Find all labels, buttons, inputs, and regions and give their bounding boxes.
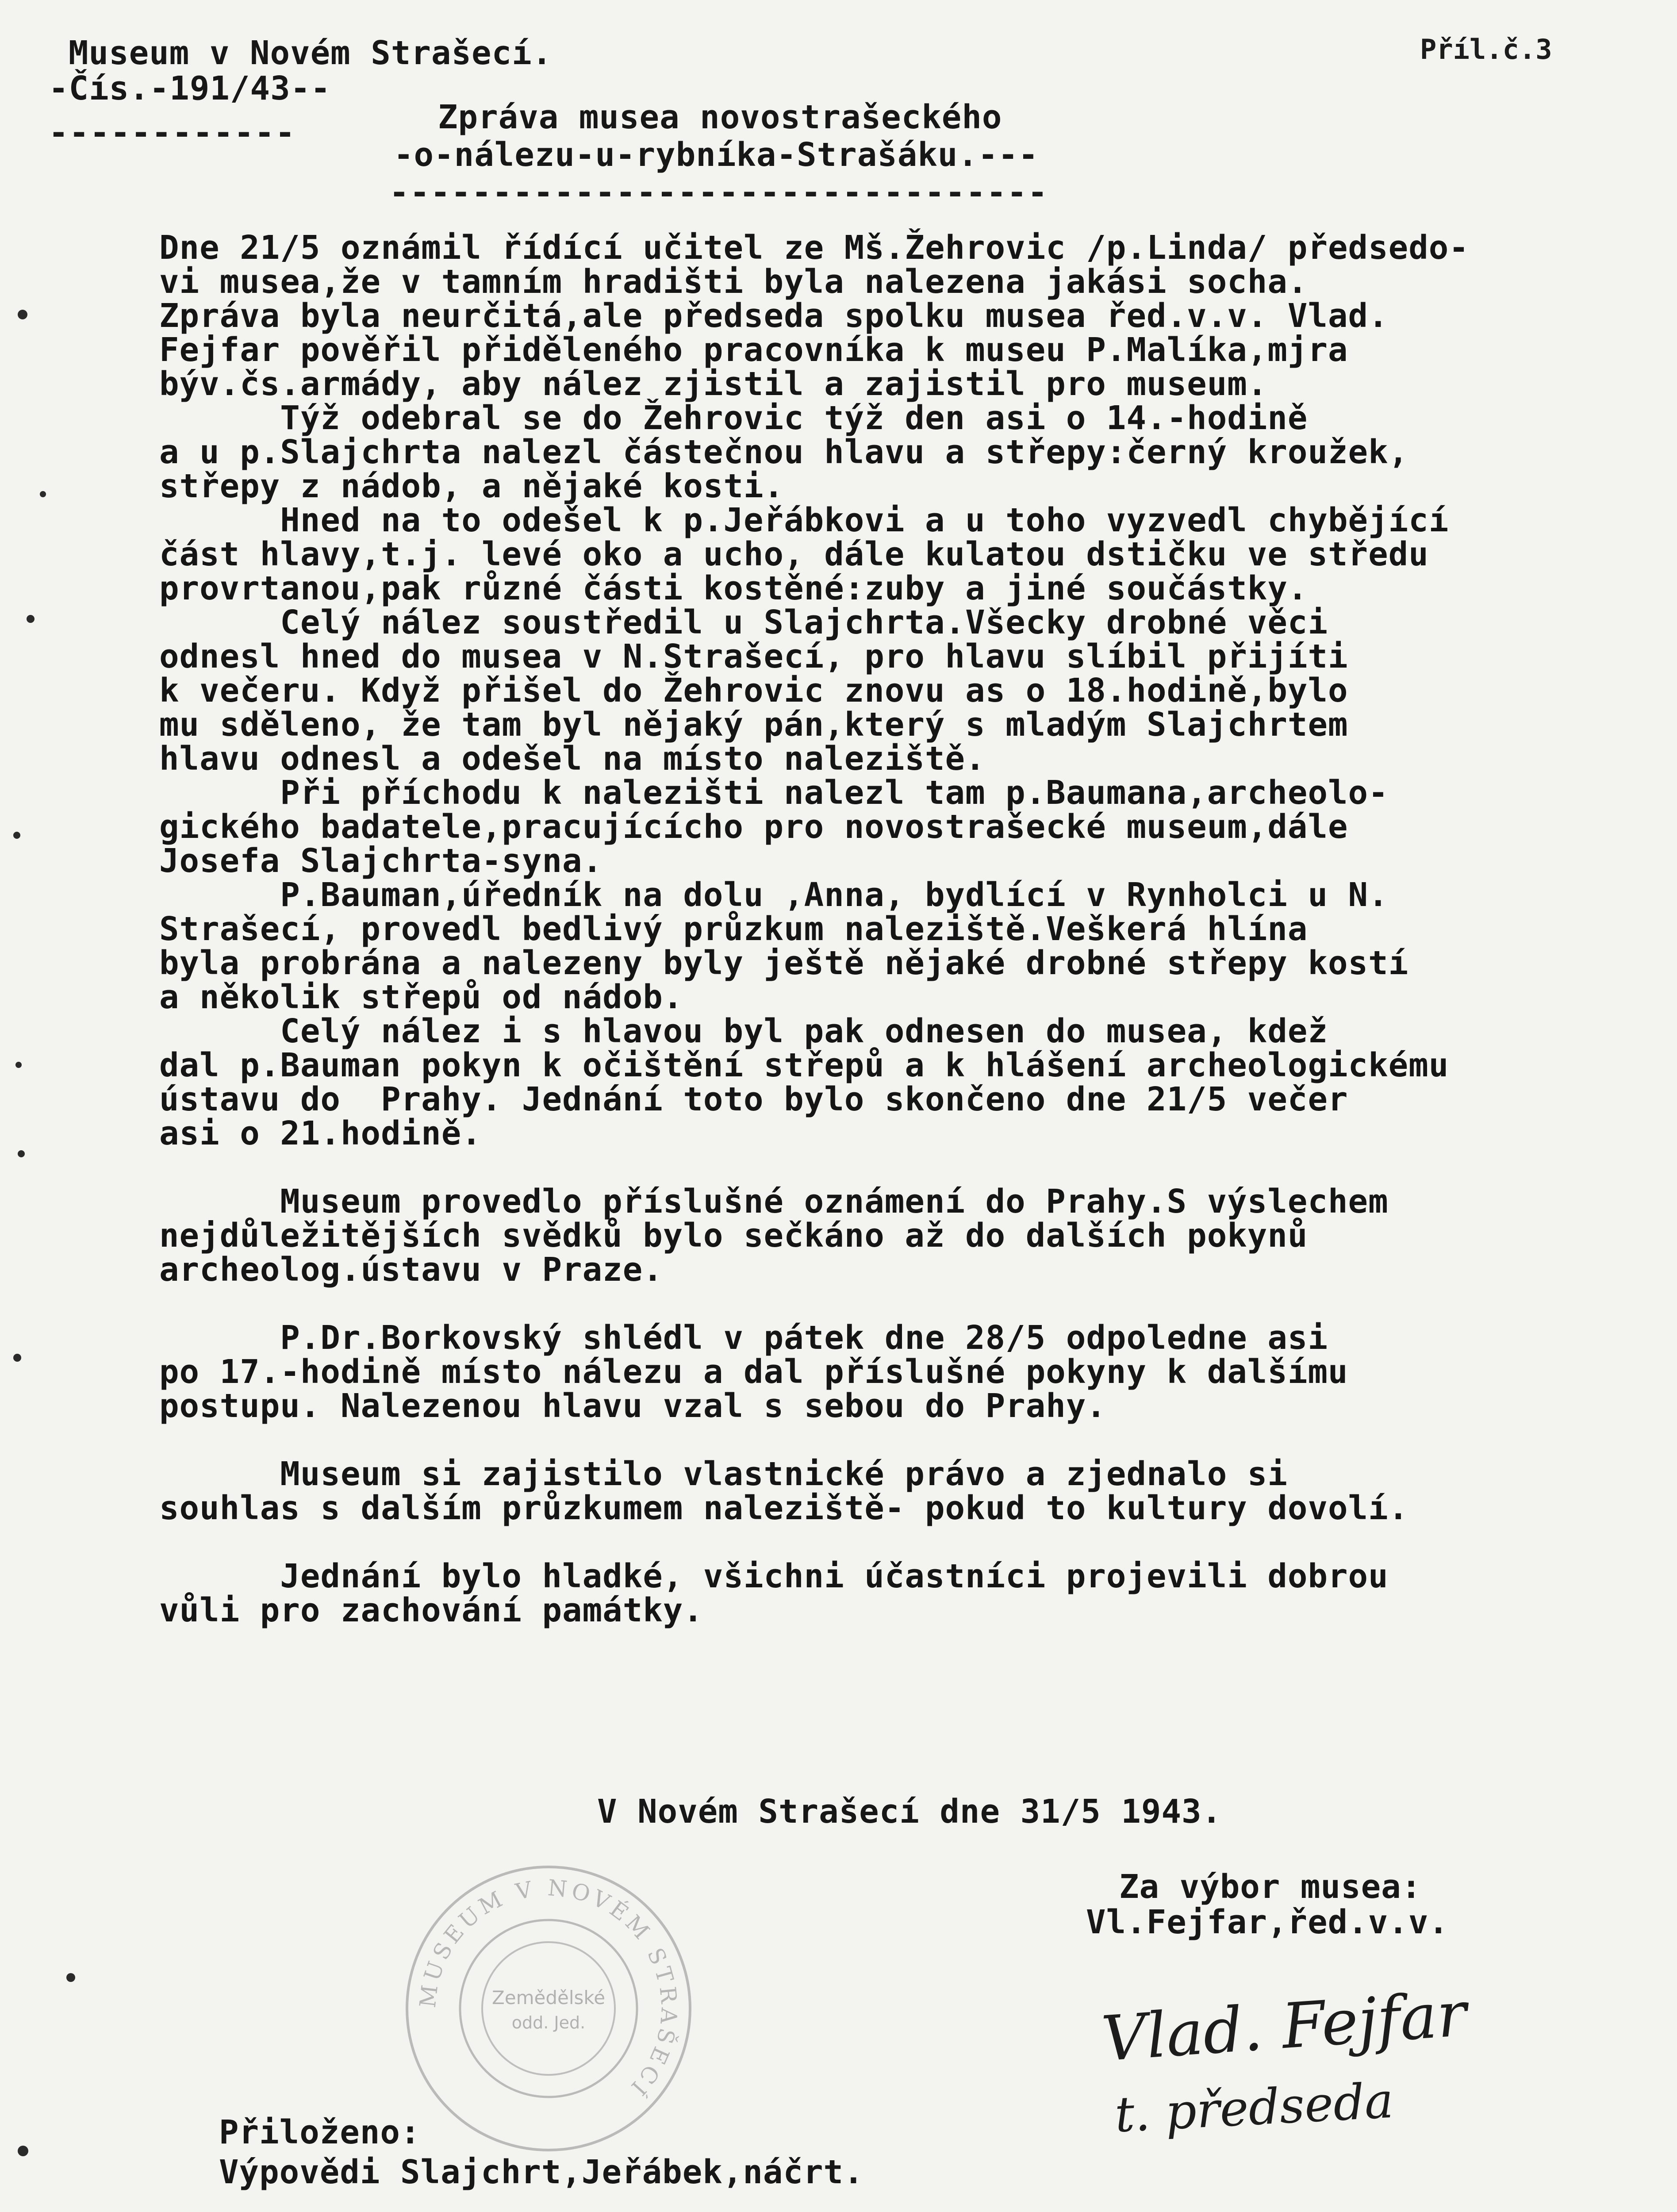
body-text-line: Josefa Slajchrta-syna. xyxy=(159,842,603,880)
stamp-inner-line-2: odd. Jed. xyxy=(511,2013,586,2032)
body-text-line: P.Dr.Borkovský shlédl v pátek dne 28/5 odpoledne asi xyxy=(159,1319,1328,1357)
scan-speck xyxy=(13,832,20,839)
body-text-line: ústavu do Prahy. Jednání toto bylo skončeno dne 21/5 večer xyxy=(159,1080,1348,1118)
stamp-outer-text: MUSEUM V NOVÉM STRAŠECÍ xyxy=(414,1874,682,2103)
scan-speck xyxy=(15,1062,22,1068)
body-text-line: po 17.-hodině místo nálezu a dal příslušné pokyny k dalšímu xyxy=(159,1353,1348,1391)
body-text-line: část hlavy,t.j. levé oko a ucho, dále kulatou dstičku ve středu xyxy=(159,535,1429,573)
body-text-line: Dne 21/5 oznámil řídící učitel ze Mš.Žehrovic /p.Linda/ předsedo- xyxy=(159,229,1469,267)
stamp-inner-line-1: Zemědělské xyxy=(491,1987,606,2008)
body-text-line: Museum provedlo příslušné oznámení do Prahy.S výslechem xyxy=(159,1183,1389,1221)
body-text-line: Celý nález i s hlavou byl pak odnesen do musea, kdež xyxy=(159,1012,1328,1050)
body-text-line: archeolog.ústavu v Praze. xyxy=(159,1251,663,1289)
reference-number: -Čís.-191/43-- xyxy=(49,69,331,108)
body-text-line: hlavu odnesl a odešel na místo naleziště. xyxy=(159,740,986,778)
scan-speck xyxy=(18,2146,28,2156)
enclosures-label: Přiloženo: xyxy=(219,2113,421,2151)
body-text-line: a u p.Slajchrta nalezl částečnou hlavu a střepy:černý kroužek, xyxy=(159,433,1409,471)
report-title-line-2: -o-nálezu-u-rybníka-Strašáku.--- xyxy=(394,136,1039,174)
body-text-line: vůli pro zachování památky. xyxy=(159,1591,703,1629)
scan-speck xyxy=(18,1150,25,1157)
body-text-line: Týž odebral se do Žehrovic týž den asi o 14.-hodině xyxy=(159,399,1308,437)
scan-speck xyxy=(40,491,46,497)
body-text-line: nejdůležitějších svědků bylo sečkáno až do dalších pokynů xyxy=(159,1217,1308,1255)
body-text-line: Zpráva byla neurčitá,ale předseda spolku musea řed.v.v. Vlad. xyxy=(159,297,1389,335)
body-text-line: Jednání bylo hladké, všichni účastníci projevili dobrou xyxy=(159,1557,1389,1595)
signature-heading: Za výbor musea: xyxy=(1119,1868,1422,1906)
body-text-line: Hned na to odešel k p.Jeřábkovi a u toho vyzvedl chybějící xyxy=(159,501,1449,539)
body-text-line: byla probrána a nalezeny byly ještě nějaké drobné střepy kostí xyxy=(159,944,1409,982)
body-text-line: k večeru. Když přišel do Žehrovic znovu as o 18.hodině,bylo xyxy=(159,672,1348,710)
signatory-typed-name: Vl.Fejfar,řed.v.v. xyxy=(1086,1903,1449,1941)
handwritten-role: t. předseda xyxy=(1113,2072,1395,2143)
scan-speck xyxy=(27,615,35,623)
scan-speck xyxy=(66,1973,75,1982)
body-text-line: odnesl hned do musea v N.Strašecí, pro hlavu slíbil přijíti xyxy=(159,637,1348,676)
body-text-line: gického badatele,pracujícícho pro novostrašecké museum,dále xyxy=(159,808,1348,846)
body-text-line: a několik střepů od nádob. xyxy=(159,978,683,1016)
museum-stamp xyxy=(398,1858,699,2159)
body-text-line: Při příchodu k nalezišti nalezl tam p.Baumana,archeolo- xyxy=(159,774,1389,812)
enclosures-list: Výpovědi Slajchrt,Jeřábek,náčrt. xyxy=(219,2153,864,2191)
body-text-line: Fejfar pověřil přiděleného pracovníka k museu P.Malíka,mjra xyxy=(159,331,1348,369)
body-text-line: mu sděleno, že tam byl nějaký pán,který s mladým Slajchrtem xyxy=(159,706,1348,744)
annex-mark: Příl.č.3 xyxy=(1420,33,1552,65)
museum-name: Museum v Novém Strašecí. xyxy=(69,34,553,72)
body-text-line: Museum si zajistilo vlastnické právo a zjednalo si xyxy=(159,1455,1288,1493)
body-text-line: střepy z nádob, a nějaké kosti. xyxy=(159,467,784,505)
body-text-line: vi musea,že v tamním hradišti byla nalezena jakási socha. xyxy=(159,263,1308,301)
scan-speck xyxy=(13,1354,21,1362)
body-text-line: provrtanou,pak různé části kostěné:zuby a jiné součástky. xyxy=(159,569,1308,607)
title-underline: -------------------------------- xyxy=(389,173,1048,211)
body-text-line: postupu. Nalezenou hlavu vzal s sebou do Prahy. xyxy=(159,1387,1106,1425)
body-text-line: asi o 21.hodině. xyxy=(159,1114,482,1152)
body-text-line: Strašecí, provedl bedlivý průzkum naleziště.Veškerá hlína xyxy=(159,910,1308,948)
handwritten-signature: Vlad. Fejfar xyxy=(1099,1978,1469,2076)
reference-underline: ------------ xyxy=(49,114,296,152)
body-text-line: dal p.Bauman pokyn k očištění střepů a k hlášení archeologickému xyxy=(159,1046,1449,1084)
body-text-line: býv.čs.armády, aby nález zjistil a zajistil pro museum. xyxy=(159,365,1268,403)
body-text-line: P.Bauman,úředník na dolu ,Anna, bydlící v Rynholci u N. xyxy=(159,876,1389,914)
body-text-line: souhlas s dalším průzkumem naleziště- pokud to kultury dovolí. xyxy=(159,1489,1409,1527)
scan-speck xyxy=(18,310,27,319)
body-text-line: Celý nález soustředil u Slajchrta.Všecky drobné věci xyxy=(159,603,1328,641)
place-and-date: V Novém Strašecí dne 31/5 1943. xyxy=(597,1793,1222,1831)
report-title-line-1: Zpráva musea novostrašeckého xyxy=(438,98,1002,136)
